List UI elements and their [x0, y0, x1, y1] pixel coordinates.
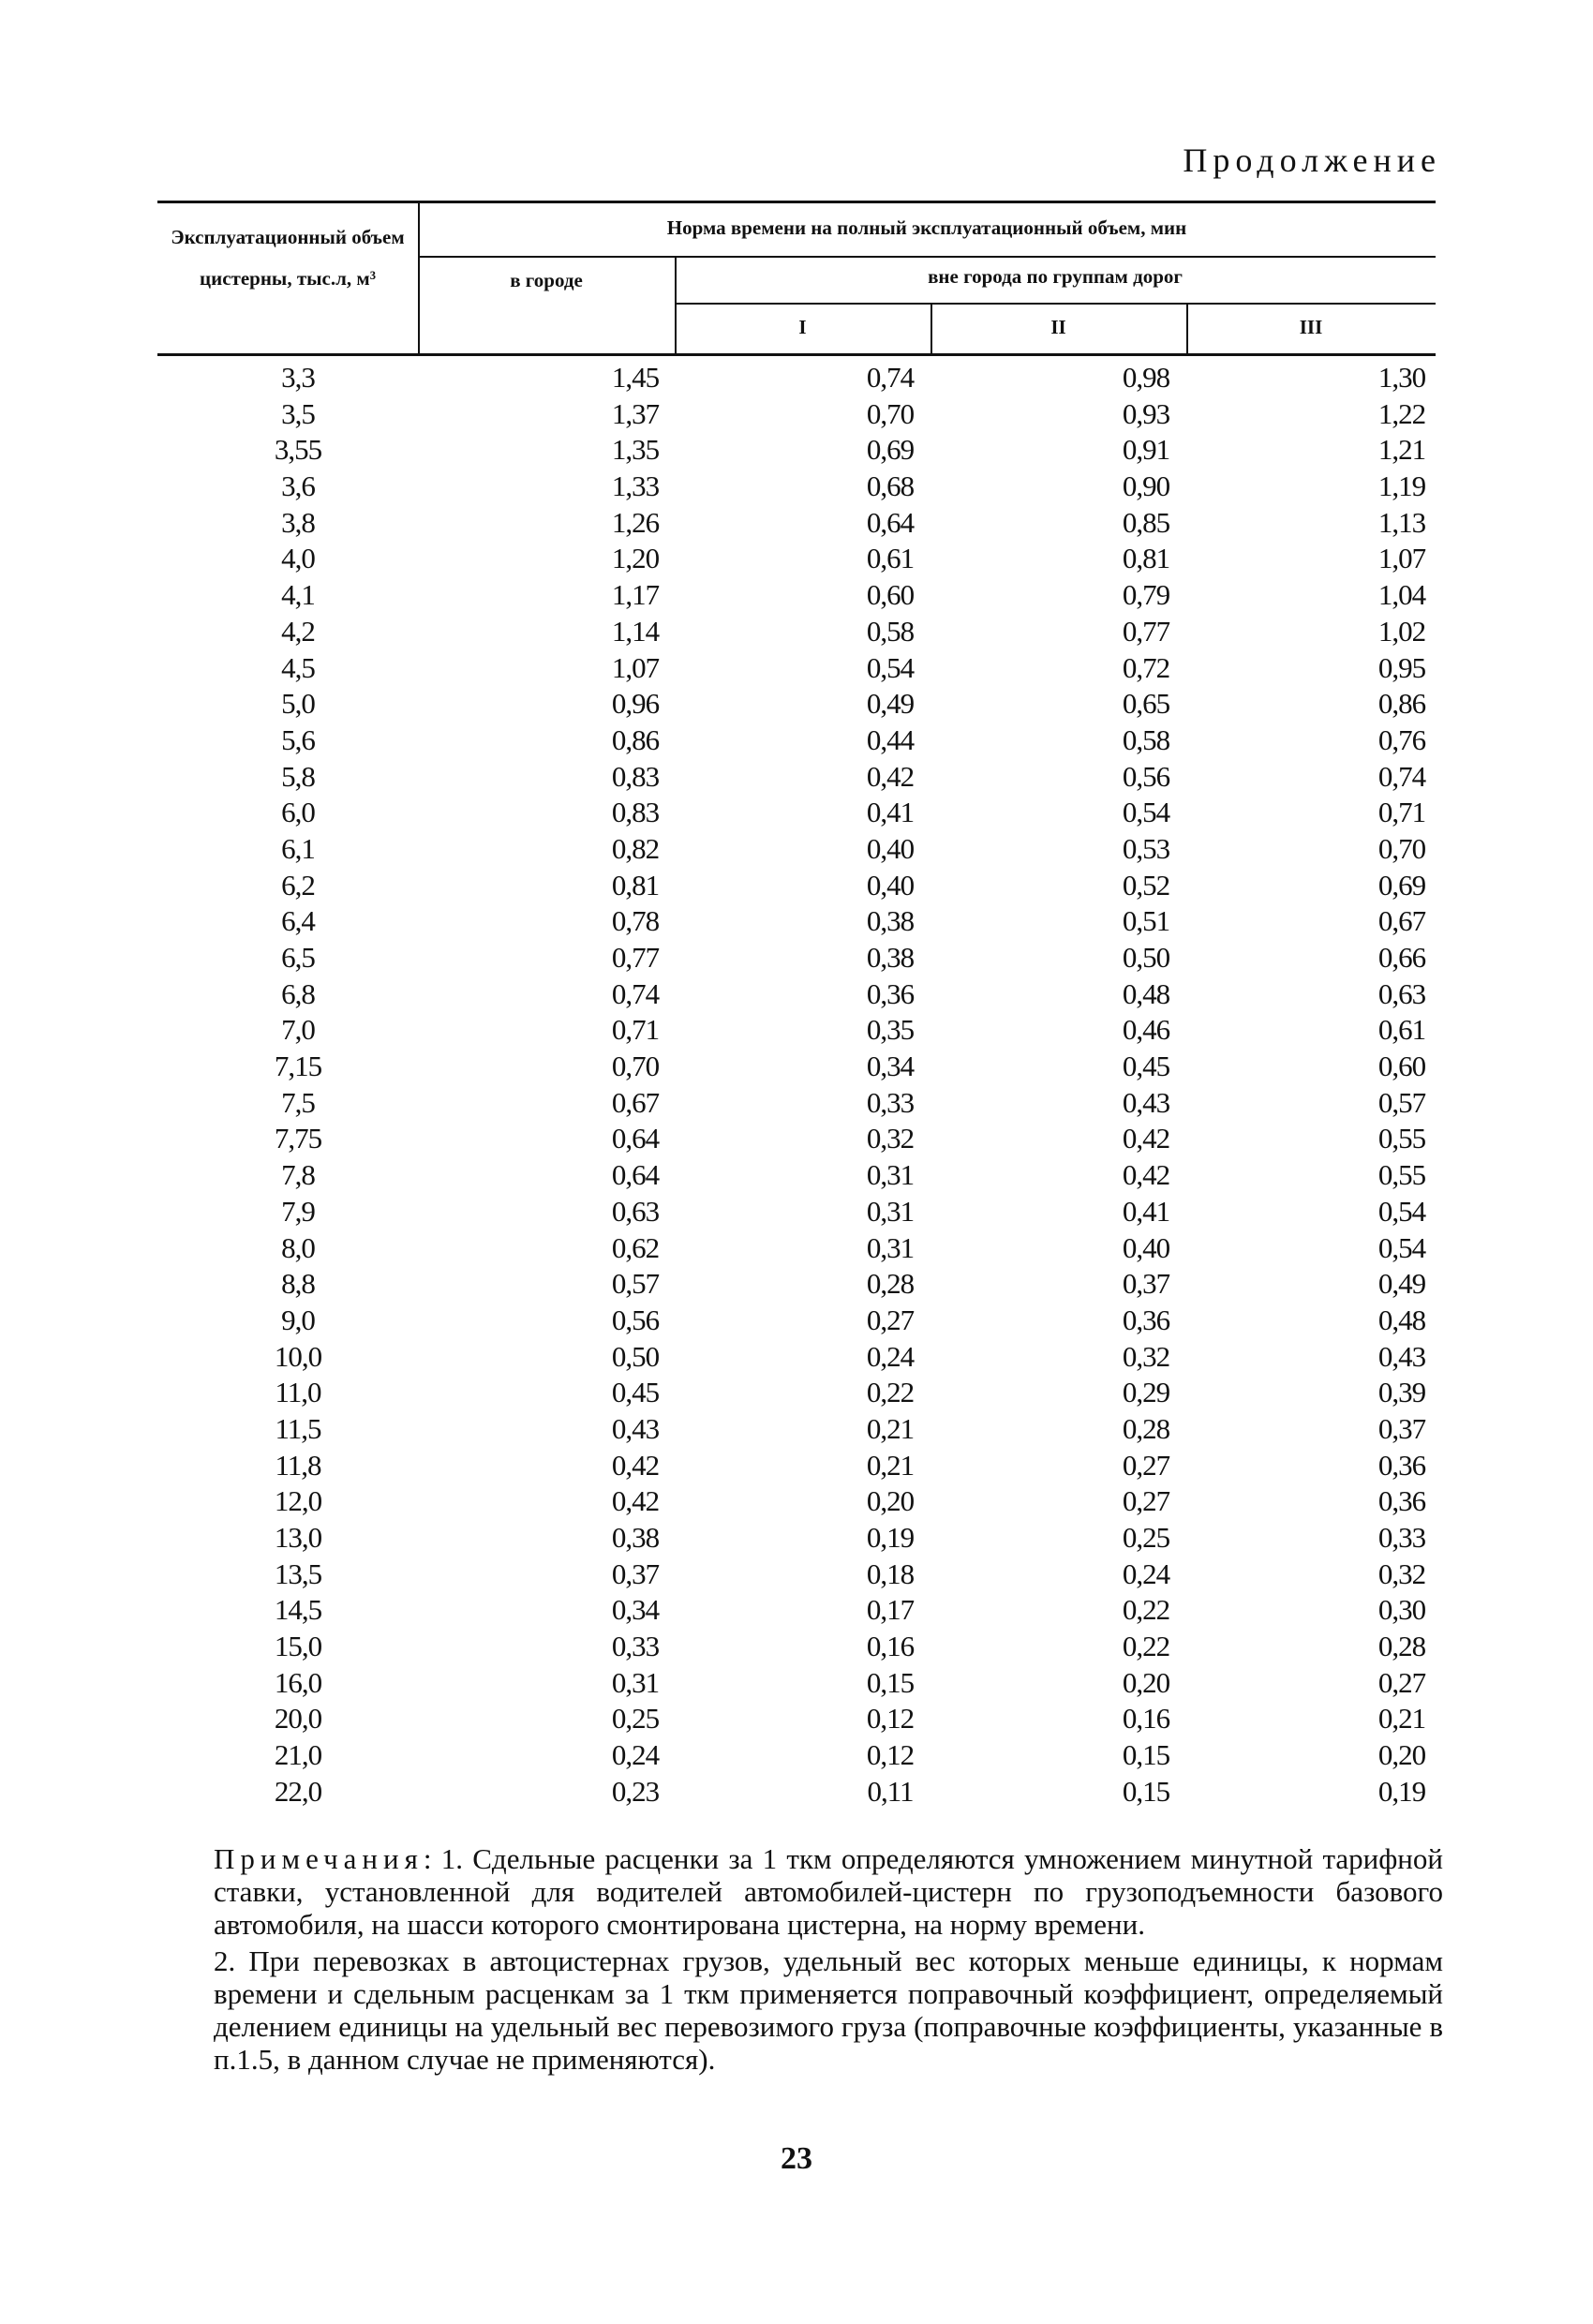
- table-cell: 0,36: [866, 976, 915, 1010]
- table-row: [157, 577, 1436, 614]
- table-cell: 0,17: [866, 1593, 915, 1627]
- table-cell: 0,36: [1377, 1484, 1426, 1518]
- table-cell: 0,81: [611, 868, 660, 901]
- header-rule: [675, 303, 1436, 305]
- table-cell: 0,16: [1122, 1702, 1170, 1736]
- table-cell: 0,62: [611, 1230, 660, 1264]
- table-cell: 0,27: [1122, 1484, 1170, 1518]
- table-cell: 3,55: [274, 433, 322, 467]
- table-cell: 0,24: [611, 1738, 660, 1772]
- table-cell: 6,5: [281, 941, 315, 974]
- table-cell: 0,43: [611, 1411, 660, 1445]
- table-cell: 0,24: [1122, 1557, 1170, 1590]
- table-cell: 0,79: [1122, 578, 1170, 612]
- table-cell: 0,48: [1122, 976, 1170, 1010]
- table-cell: 0,38: [866, 904, 915, 938]
- table-cell: 0,74: [611, 976, 660, 1010]
- table-cell: 7,0: [281, 1013, 315, 1047]
- table-cell: 0,74: [1377, 759, 1426, 793]
- table-row: [157, 686, 1436, 723]
- table-cell: 1,02: [1377, 614, 1426, 648]
- table-cell: 0,68: [866, 469, 915, 503]
- table-cell: 0,40: [866, 831, 915, 865]
- table-row: [157, 1375, 1436, 1411]
- table-cell: 20,0: [274, 1702, 322, 1736]
- table-cell: 12,0: [274, 1484, 322, 1518]
- table-cell: 0,38: [611, 1521, 660, 1554]
- table-cell: 0,42: [1122, 1158, 1170, 1192]
- table-cell: 0,40: [866, 868, 915, 901]
- table-row: [157, 1483, 1436, 1520]
- table-row: [157, 1303, 1436, 1339]
- header-outside: вне города по группам дорог: [928, 265, 1183, 288]
- table-cell: 0,46: [1122, 1013, 1170, 1047]
- table-cell: 11,0: [275, 1376, 321, 1409]
- table-cell: 1,20: [611, 542, 660, 575]
- table-cell: 7,5: [281, 1085, 315, 1119]
- table-cell: 0,32: [866, 1122, 915, 1155]
- table-cell: 0,74: [866, 361, 915, 394]
- table-cell: 0,15: [866, 1665, 915, 1699]
- table-row: [157, 1012, 1436, 1049]
- table-cell: 0,66: [1377, 941, 1426, 974]
- table-cell: 0,32: [1122, 1339, 1170, 1373]
- table-cell: 0,83: [611, 759, 660, 793]
- table-row: [157, 541, 1436, 577]
- table-cell: 0,55: [1377, 1158, 1426, 1192]
- table-cell: 9,0: [281, 1303, 315, 1336]
- table-cell: 0,57: [1377, 1085, 1426, 1119]
- table-cell: 1,21: [1377, 433, 1426, 467]
- table-cell: 10,0: [274, 1339, 322, 1373]
- table-cell: 6,2: [281, 868, 315, 901]
- table-cell: 1,30: [1377, 361, 1426, 394]
- table-row: [157, 432, 1436, 469]
- table-cell: 0,42: [1122, 1122, 1170, 1155]
- table-row: [157, 1737, 1436, 1774]
- table-row: [157, 360, 1436, 396]
- table-cell: 0,30: [1377, 1593, 1426, 1627]
- continuation-label: Продолжение: [1183, 142, 1441, 179]
- table-cell: 0,96: [611, 687, 660, 721]
- table-cell: 0,43: [1377, 1339, 1426, 1373]
- table-cell: 0,67: [1377, 904, 1426, 938]
- table-cell: 7,8: [281, 1158, 315, 1192]
- header-group-3: III: [1299, 316, 1323, 338]
- table-row: [157, 1085, 1436, 1122]
- table-cell: 0,31: [611, 1665, 660, 1699]
- table-cell: 0,29: [1122, 1376, 1170, 1409]
- table-cell: 16,0: [274, 1665, 322, 1699]
- table-cell: 0,22: [1122, 1593, 1170, 1627]
- table-cell: 4,0: [281, 542, 315, 575]
- header-norm: Норма времени на полный эксплуатационный объем, мин: [666, 216, 1187, 239]
- table-cell: 0,40: [1122, 1230, 1170, 1264]
- table-row: [157, 505, 1436, 542]
- table-row: [157, 1230, 1436, 1267]
- table-cell: 8,0: [281, 1230, 315, 1264]
- table-row: [157, 1339, 1436, 1376]
- table-cell: 1,19: [1377, 469, 1426, 503]
- table-cell: 0,42: [866, 759, 915, 793]
- table-cell: 7,15: [274, 1050, 322, 1083]
- table-cell: 14,5: [274, 1593, 322, 1627]
- table-cell: 0,41: [866, 796, 915, 829]
- table-cell: 0,15: [1122, 1774, 1170, 1808]
- table-cell: 11,5: [275, 1411, 321, 1445]
- table-cell: 0,11: [867, 1774, 914, 1808]
- table-cell: 0,95: [1377, 650, 1426, 684]
- table-cell: 4,5: [281, 650, 315, 684]
- table-cell: 0,21: [866, 1411, 915, 1445]
- table-cell: 0,70: [611, 1050, 660, 1083]
- table-cell: 0,33: [611, 1630, 660, 1663]
- table-row: [157, 1121, 1436, 1157]
- table-cell: 0,37: [1122, 1267, 1170, 1301]
- table-cell: 5,0: [281, 687, 315, 721]
- table-cell: 0,33: [866, 1085, 915, 1119]
- table-cell: 0,34: [611, 1593, 660, 1627]
- note-1-text: : 1. Сдельные расценки за 1 ткм определяются умножением минутной тарифной ставки, установленной для водителей автомобилей-цистерн по грузоподъемности базового автомобиля, на шасси которого смонтирована цистерна, на норму времени.: [214, 1842, 1443, 1941]
- table-row: [157, 1266, 1436, 1303]
- table-cell: 0,43: [1122, 1085, 1170, 1119]
- table-cell: 0,60: [1377, 1050, 1426, 1083]
- table-cell: 0,64: [611, 1158, 660, 1192]
- table-cell: 0,69: [1377, 868, 1426, 901]
- table-cell: 1,37: [611, 396, 660, 430]
- table-cell: 1,45: [611, 361, 660, 394]
- table-cell: 0,65: [1122, 687, 1170, 721]
- table-cell: 0,72: [1122, 650, 1170, 684]
- table-cell: 0,71: [1377, 796, 1426, 829]
- table-row: [157, 903, 1436, 940]
- table-cell: 0,15: [1122, 1738, 1170, 1772]
- table-row: [157, 396, 1436, 433]
- table-cell: 0,52: [1122, 868, 1170, 901]
- table-cell: 0,42: [611, 1448, 660, 1482]
- table-cell: 0,70: [866, 396, 915, 430]
- header-group-1: I: [798, 316, 807, 338]
- table-cell: 0,58: [1122, 723, 1170, 756]
- table-row: [157, 650, 1436, 687]
- table-row: [157, 1411, 1436, 1448]
- table-row: [157, 831, 1436, 868]
- table-row: [157, 1592, 1436, 1629]
- table-cell: 0,41: [1122, 1194, 1170, 1228]
- table-cell: 0,35: [866, 1013, 915, 1047]
- table-cell: 0,61: [866, 542, 915, 575]
- table-cell: 0,61: [1377, 1013, 1426, 1047]
- table-row: [157, 1194, 1436, 1230]
- table-cell: 0,55: [1377, 1122, 1426, 1155]
- table-cell: 1,14: [611, 614, 660, 648]
- table-cell: 0,38: [866, 941, 915, 974]
- table-cell: 0,93: [1122, 396, 1170, 430]
- table-cell: 0,90: [1122, 469, 1170, 503]
- table-cell: 0,27: [866, 1303, 915, 1336]
- table-cell: 1,07: [1377, 542, 1426, 575]
- table-row: [157, 1774, 1436, 1810]
- table-cell: 0,54: [1377, 1194, 1426, 1228]
- table-cell: 0,49: [866, 687, 915, 721]
- table-row: [157, 1157, 1436, 1194]
- table-row: [157, 1665, 1436, 1702]
- table-cell: 0,56: [611, 1303, 660, 1336]
- table-cell: 0,76: [1377, 723, 1426, 756]
- table-row: [157, 759, 1436, 796]
- table-cell: 0,31: [866, 1158, 915, 1192]
- table-cell: 0,31: [866, 1194, 915, 1228]
- table-cell: 0,28: [866, 1267, 915, 1301]
- table-cell: 0,36: [1377, 1448, 1426, 1482]
- table-cell: 0,78: [611, 904, 660, 938]
- table-cell: 0,27: [1122, 1448, 1170, 1482]
- table-cell: 0,54: [1122, 796, 1170, 829]
- table-cell: 15,0: [274, 1630, 322, 1663]
- notes: [214, 1842, 1443, 2079]
- table-cell: 1,07: [611, 650, 660, 684]
- table-cell: 0,32: [1377, 1557, 1426, 1590]
- table-cell: 13,0: [274, 1521, 322, 1554]
- table-cell: 3,8: [281, 505, 315, 539]
- table-row: [157, 1629, 1436, 1665]
- table-row: [157, 614, 1436, 650]
- table-cell: 0,54: [866, 650, 915, 684]
- table-cell: 0,63: [611, 1194, 660, 1228]
- table-row: [157, 868, 1436, 904]
- table-cell: 3,6: [281, 469, 315, 503]
- table-cell: 8,8: [281, 1267, 315, 1301]
- table-cell: 1,13: [1377, 505, 1426, 539]
- table-cell: 0,25: [611, 1702, 660, 1736]
- note-2: 2. При перевозках в автоцистернах грузов, удельный вес которых меньше единицы, к нормам времени и сдельным расценкам за 1 ткм применяется поправочный коэффициент, определяемый делением единицы на удельный вес перевозимого груза (поправочные коэффициенты, указанные в п.1.5, в данном случае не применяются).: [214, 1944, 1443, 2076]
- table-cell: 0,83: [611, 796, 660, 829]
- table-cell: 0,71: [611, 1013, 660, 1047]
- table-cell: 0,19: [1377, 1774, 1426, 1808]
- table-cell: 0,28: [1122, 1411, 1170, 1445]
- table-row: [157, 976, 1436, 1013]
- table-cell: 0,23: [611, 1774, 660, 1808]
- table-cell: 0,25: [1122, 1521, 1170, 1554]
- table-cell: 0,22: [1122, 1630, 1170, 1663]
- table-cell: 0,12: [866, 1702, 915, 1736]
- table-cell: 0,54: [1377, 1230, 1426, 1264]
- table-cell: 6,8: [281, 976, 315, 1010]
- table-cell: 0,91: [1122, 433, 1170, 467]
- table-row: [157, 1701, 1436, 1737]
- table-cell: 22,0: [274, 1774, 322, 1808]
- table-cell: 5,8: [281, 759, 315, 793]
- table-cell: 0,98: [1122, 361, 1170, 394]
- table-cell: 0,77: [1122, 614, 1170, 648]
- table-cell: 0,21: [866, 1448, 915, 1482]
- table-cell: 0,57: [611, 1267, 660, 1301]
- table-cell: 0,22: [866, 1376, 915, 1409]
- table-cell: 0,20: [866, 1484, 915, 1518]
- table-header: [157, 201, 1436, 356]
- table-cell: 0,39: [1377, 1376, 1426, 1409]
- table-cell: 0,53: [1122, 831, 1170, 865]
- table-cell: 0,69: [866, 433, 915, 467]
- table-cell: 0,48: [1377, 1303, 1426, 1336]
- table-cell: 0,42: [611, 1484, 660, 1518]
- table-cell: 0,33: [1377, 1521, 1426, 1554]
- table-cell: 7,9: [281, 1194, 315, 1228]
- header-volume: Эксплуатационный объем цистерны, тыс.л, м³: [171, 226, 405, 290]
- table-cell: 6,1: [281, 831, 315, 865]
- table-cell: 0,60: [866, 578, 915, 612]
- table-cell: 6,0: [281, 796, 315, 829]
- table-row: [157, 469, 1436, 505]
- table-cell: 1,22: [1377, 396, 1426, 430]
- table-cell: 1,04: [1377, 578, 1426, 612]
- table-cell: 0,67: [611, 1085, 660, 1119]
- table-cell: 5,6: [281, 723, 315, 756]
- table-cell: 0,37: [1377, 1411, 1426, 1445]
- table-row: [157, 940, 1436, 976]
- table-cell: 0,45: [611, 1376, 660, 1409]
- table-cell: 0,19: [866, 1521, 915, 1554]
- table-cell: 0,77: [611, 941, 660, 974]
- table-cell: 0,24: [866, 1339, 915, 1373]
- table-cell: 7,75: [274, 1122, 322, 1155]
- table-cell: 0,16: [866, 1630, 915, 1663]
- table-cell: 4,1: [281, 578, 315, 612]
- table-cell: 0,28: [1377, 1630, 1426, 1663]
- table-cell: 1,33: [611, 469, 660, 503]
- table-row: [157, 795, 1436, 831]
- table-cell: 1,26: [611, 505, 660, 539]
- table-cell: 0,36: [1122, 1303, 1170, 1336]
- page-number: 23: [781, 2141, 812, 2176]
- table-cell: 1,35: [611, 433, 660, 467]
- table-cell: 0,86: [1377, 687, 1426, 721]
- table-cell: 0,44: [866, 723, 915, 756]
- header-group-2: II: [1050, 316, 1066, 338]
- table-cell: 0,58: [866, 614, 915, 648]
- table-cell: 0,12: [866, 1738, 915, 1772]
- table-cell: 3,3: [281, 361, 315, 394]
- table-cell: 0,63: [1377, 976, 1426, 1010]
- table-row: [157, 1448, 1436, 1484]
- table-cell: 0,50: [611, 1339, 660, 1373]
- table-cell: 6,4: [281, 904, 315, 938]
- table-cell: 0,64: [866, 505, 915, 539]
- table-cell: 0,85: [1122, 505, 1170, 539]
- notes-label: Примечания: [214, 1842, 424, 1875]
- table-cell: 0,18: [866, 1557, 915, 1590]
- table-row: [157, 723, 1436, 759]
- table-cell: 0,56: [1122, 759, 1170, 793]
- table-cell: 0,37: [611, 1557, 660, 1590]
- table-cell: 0,51: [1122, 904, 1170, 938]
- table-cell: 13,5: [274, 1557, 322, 1590]
- table-cell: 0,70: [1377, 831, 1426, 865]
- table-cell: 1,17: [611, 578, 660, 612]
- table-body: [157, 360, 1436, 1810]
- table-cell: 3,5: [281, 396, 315, 430]
- table-cell: 0,20: [1122, 1665, 1170, 1699]
- table-cell: 21,0: [274, 1738, 322, 1772]
- table-cell: 0,27: [1377, 1665, 1426, 1699]
- table-row: [157, 1049, 1436, 1085]
- table-cell: 0,31: [866, 1230, 915, 1264]
- table-cell: 0,82: [611, 831, 660, 865]
- table-cell: 0,50: [1122, 941, 1170, 974]
- note-1: [214, 1842, 1443, 1941]
- table-cell: 11,8: [275, 1448, 321, 1482]
- table-cell: 0,64: [611, 1122, 660, 1155]
- table-row: [157, 1520, 1436, 1557]
- header-rule: [418, 256, 1436, 258]
- table-cell: 0,86: [611, 723, 660, 756]
- table-cell: 4,2: [281, 614, 315, 648]
- table-row: [157, 1557, 1436, 1593]
- table-cell: 0,20: [1377, 1738, 1426, 1772]
- header-city: в городе: [510, 269, 583, 291]
- table-cell: 0,21: [1377, 1702, 1426, 1736]
- table-cell: 0,45: [1122, 1050, 1170, 1083]
- table-cell: 0,49: [1377, 1267, 1426, 1301]
- table-cell: 0,34: [866, 1050, 915, 1083]
- table-cell: 0,81: [1122, 542, 1170, 575]
